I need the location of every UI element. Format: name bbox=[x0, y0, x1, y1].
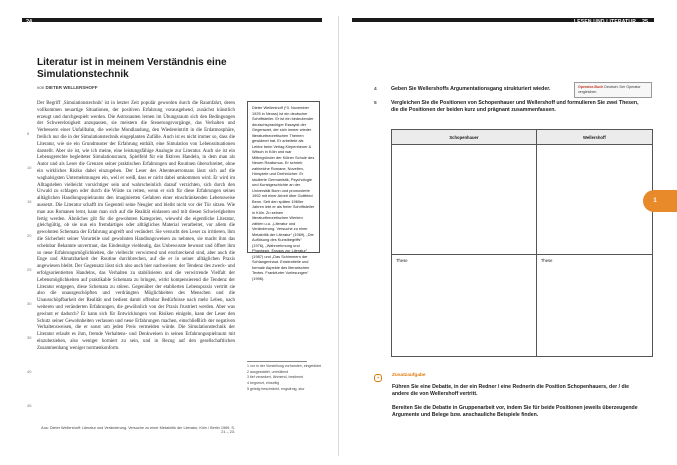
line-number: 30 bbox=[27, 301, 32, 306]
footnotes bbox=[247, 364, 322, 393]
hint-text: Deutsch: Der Operator vergleichen bbox=[578, 85, 641, 94]
comparison-table bbox=[391, 129, 653, 357]
bonus-task-text: Führen Sie eine Debatte, in der ein Redner / eine Rednerin die Position Schopenhauers, der / die andere die von Wellershoff vertritt. bbox=[392, 384, 629, 397]
byline bbox=[37, 85, 98, 90]
article-title: Literatur ist in meinem Verständnis eine Simulationstechnik bbox=[37, 57, 227, 80]
table-header: Wellershoff bbox=[536, 130, 652, 145]
table-header: Schopenhauer bbox=[392, 130, 537, 145]
footnote: 2 ausgestattet, umhüllend bbox=[247, 369, 289, 374]
footnote: 4 begrenzt, einseitig bbox=[247, 381, 280, 386]
byline-author: DIETER WELLERSHOFF bbox=[45, 85, 98, 90]
footnote: 5 geistig beschränkt, engstirnig, stur bbox=[247, 386, 305, 391]
line-number: 10 bbox=[27, 165, 32, 170]
chapter-tab: 1 bbox=[643, 190, 677, 212]
hint-label: Operator-Buch bbox=[578, 85, 604, 89]
table-cell[interactable] bbox=[392, 145, 537, 255]
table-cell[interactable]: These bbox=[536, 255, 652, 357]
line-number: 35 bbox=[27, 335, 32, 340]
line-number: 25 bbox=[27, 267, 32, 272]
footnote-divider bbox=[247, 361, 307, 362]
footnote: 1 vor in der Vorstellung vorhanden, eingebildet bbox=[247, 364, 322, 368]
bonus-task-text: Bereiten Sie die Debatte in Gruppenarbeit vor, indem Sie für beide Positionen jeweils überzeugende Argumente und Belege bzw. anschauliche Beispiele finden. bbox=[392, 405, 638, 418]
byline-prefix: von bbox=[37, 85, 45, 90]
table-header-row bbox=[392, 130, 653, 145]
source-citation: Aus: Dieter Wellershoff: Literatur und Veränderung. Versuche zu einer Metakritik der Literatur, Köln / Berlin 1969, S. 21 – 23. bbox=[41, 426, 235, 434]
line-number: 45 bbox=[27, 403, 32, 408]
left-header-bar bbox=[22, 18, 322, 22]
table-row bbox=[392, 145, 653, 255]
author-infobox bbox=[247, 101, 320, 281]
task-number: 5 bbox=[374, 101, 377, 106]
task-number: 4 bbox=[374, 87, 377, 92]
bonus-task-heading: Zusatzaufgabe bbox=[392, 373, 426, 378]
bonus-task-icon: + bbox=[374, 374, 382, 382]
line-number: 15 bbox=[27, 199, 32, 204]
line-number: 40 bbox=[27, 369, 32, 374]
line-number: 5 bbox=[27, 131, 30, 136]
table-cell[interactable]: These bbox=[392, 255, 537, 357]
article-paragraph: Der Begriff ‚Simulationstechnik' ist in letzter Zeit populär geworden durch die Raumfahrt, deren vollkommen neuartige Situationen, der positiven Erfahrung vorausgehend, zunächst künstlich erzeugt und durchgespielt werden. Die Astronauten lernen im Übungsraum sich den Bedingungen der Schwerelosigkeit anzupassen, sie meistern die Steuerungsvorgänge, das Verhalten und Verbessern einer Unfallbahn, die weiche Mondlandung, den Wiedereintritt in die Erdatmosphäre, freilich nur die in der Simulationstechnik eingeplanten Zufälle. Auch ist es nicht immer so, dass die Literatur, wie sie ein Grundmuster der Erfahrung enthält, eine Simulation von Lebenssituationen darstellt. Aber sie ist, wie ich meine, eine leistungsfähige Analogie zur Literatur. Auch sie ist ein Lebensgerechte begleiteter Simulationsraum, Spielfeld für ein fiktives Handeln, in dem man als Autor und als Leser die Grenzen seiner praktischen Erfahrungen und Routinen überschreitet, ohne ein wirkliches Risiko dabei einzugehen. Der Leser des Abenteuerromans lässt sich auf die waghalsigsten Unternehmungen ein, weil er weiß, dass er nicht dabei umkommen wird. Er wird im Alltagsleben vielleicht vorsichtiger sein und wahrscheinlich darauf verzichten, sich durch den Urwald zu schlagen oder durch die Wüste zu reiten, wenn er sich für diese Erfahrungen seines alltäglichen Handlungsspielraums den imaginierten Gefahren einer einschränkenden Lebensweise aussetzt. Die Literatur schafft im Gegenteil seine Neugier und bleibt nicht vor der Tür sitzen. Wie man aus Romanen lernt, kann man sich auf die Realität einlassen und mit diesen Schwierigkeiten fertig werden. Ähnliches gilt für die gewohnten Kategorien, wiewohl die eigentliche Literatur, gleichgültig, ob sie nun ein fremdartiges oder alltägliches Material verarbeitet, vor allem die gewohnten Schemata der Erfahrung angreift und verändert. Sie versucht den Leser zu irritieren, ihm die Sicherheit seiner Vorurteile und gewohnten Handlungsweisen zu nehmen, sie macht ihm das scheinbar Bekannte unvertraut, das Eindeutige vieldeutig, das Unbewusste bewusst und öffnet ihm so neue Erfahrungsmöglichkeiten, die vielleicht verwirrend und erschreckend sind, aber auch die Enge und Abnutzbarkeit der Routine durchbrechen, auf die er in seiner alltäglichen Praxis angewiesen bleibt. Der Gegensatz lässt sich also auch hier nachweisen: der Tendenz des zweck- und erfolgsorientierten Handelns, das Verhalten zu stabilisieren und die verwirrende Vielfalt der Lebensmöglichkeiten auf praktikable Schemata zu bringen, wirkt kompensierend die Tendenz der Literatur entgegen, diese Schemata zu stören. Gegenüber der etablierten Lebenspraxis vertritt sie also die unausgeschöpften und verdrängten Möglichkeiten des Menschen und die Unausschöpfbarkeit der Realität und bedient damit offenbar Bedürfnisse nach mehr Leben, nach weiteren und veränderten Erfahrungen, die gewöhnlich von der Praxis frustriert werden. Aber was gewinnt er dadurch? Er kann sich für Entwicklungen von Risiken einigeln, kann der Leser den Schutz seiner Gewohnheiten verlassen und neue Erfahrungen machen, einschließlich der negativen Verhaltensweisen, die er sonst um jeden Preis vermeiden würde. Die Simulationstechnik der Literatur erlaubt es ihm, fremde Verhaltens- und Denkweisen in seinen Erfahrungsspielraum mit einzubeziehen, also weniger borniert zu sein, und in Bezug auf den gesellschaftlichen Zusammenhang weniger normenkonform. bbox=[37, 101, 235, 351]
infobox-text: Dieter Wellershoff (*3. November 1925 in Neuss) ist ein deutscher Schriftsteller. Er ist ein bedeutender deutschsprachiger Essayist der Gegenwart, der sich immer wieder literaturtheoretischen Themen gewidmet hat. Er arbeitete als Lektor beim Verlag Kiepenheuer & Witsch in Köln und war Mitbegründer der Kölner Schule des Neuen Realismus. Er schrieb zahlreiche Romane, Novellen, Hörspiele und Drehbücher. Er studierte Germanistik, Psychologie und Kunstgeschichte an der Universität Bonn und promovierte 1952 mit einer Arbeit über Gottfried Benn. Seit den späten 1960er Jahren lebt er als freier Schriftsteller in Köln. Zu seinen literaturtheoretischen Werken zählen u.a. „Literatur und Veränderung. Versuche zu einer Metakritik der Literatur“ (1969), „Die Auflösung des Kunstbegriffs“ (1976), „Wahrnehmung und Phantasie. Essays zur Literatur“ (1987) und „Das Schimmern der Schlangenhaut. Existentielle und formale Aspekte des literarischen Textes. Frankfurter Vorlesungen“ (1996). bbox=[252, 105, 315, 281]
right-page-number: 25 bbox=[642, 19, 649, 25]
table-row bbox=[392, 255, 653, 357]
task-text: Geben Sie Wellershoffs Argumentationsgang strukturiert wieder. bbox=[391, 86, 551, 92]
table-cell[interactable] bbox=[536, 145, 652, 255]
footnote: 3 tief verankert, lähmend, bestimmt bbox=[247, 375, 304, 380]
left-page-number: 24 bbox=[26, 19, 33, 25]
operator-hint bbox=[574, 82, 652, 98]
line-number: 20 bbox=[27, 233, 32, 238]
gutter bbox=[338, 16, 339, 456]
article-body bbox=[37, 101, 235, 352]
task-text: Vergleichen Sie die Positionen von Schopenhauer und Wellershoff und formulieren Sie zwei Thesen, die die Positionen der beiden kurz und prägnant zusammenfassen. bbox=[391, 100, 639, 113]
running-head: LESEN UND LITERATUR bbox=[574, 19, 637, 25]
